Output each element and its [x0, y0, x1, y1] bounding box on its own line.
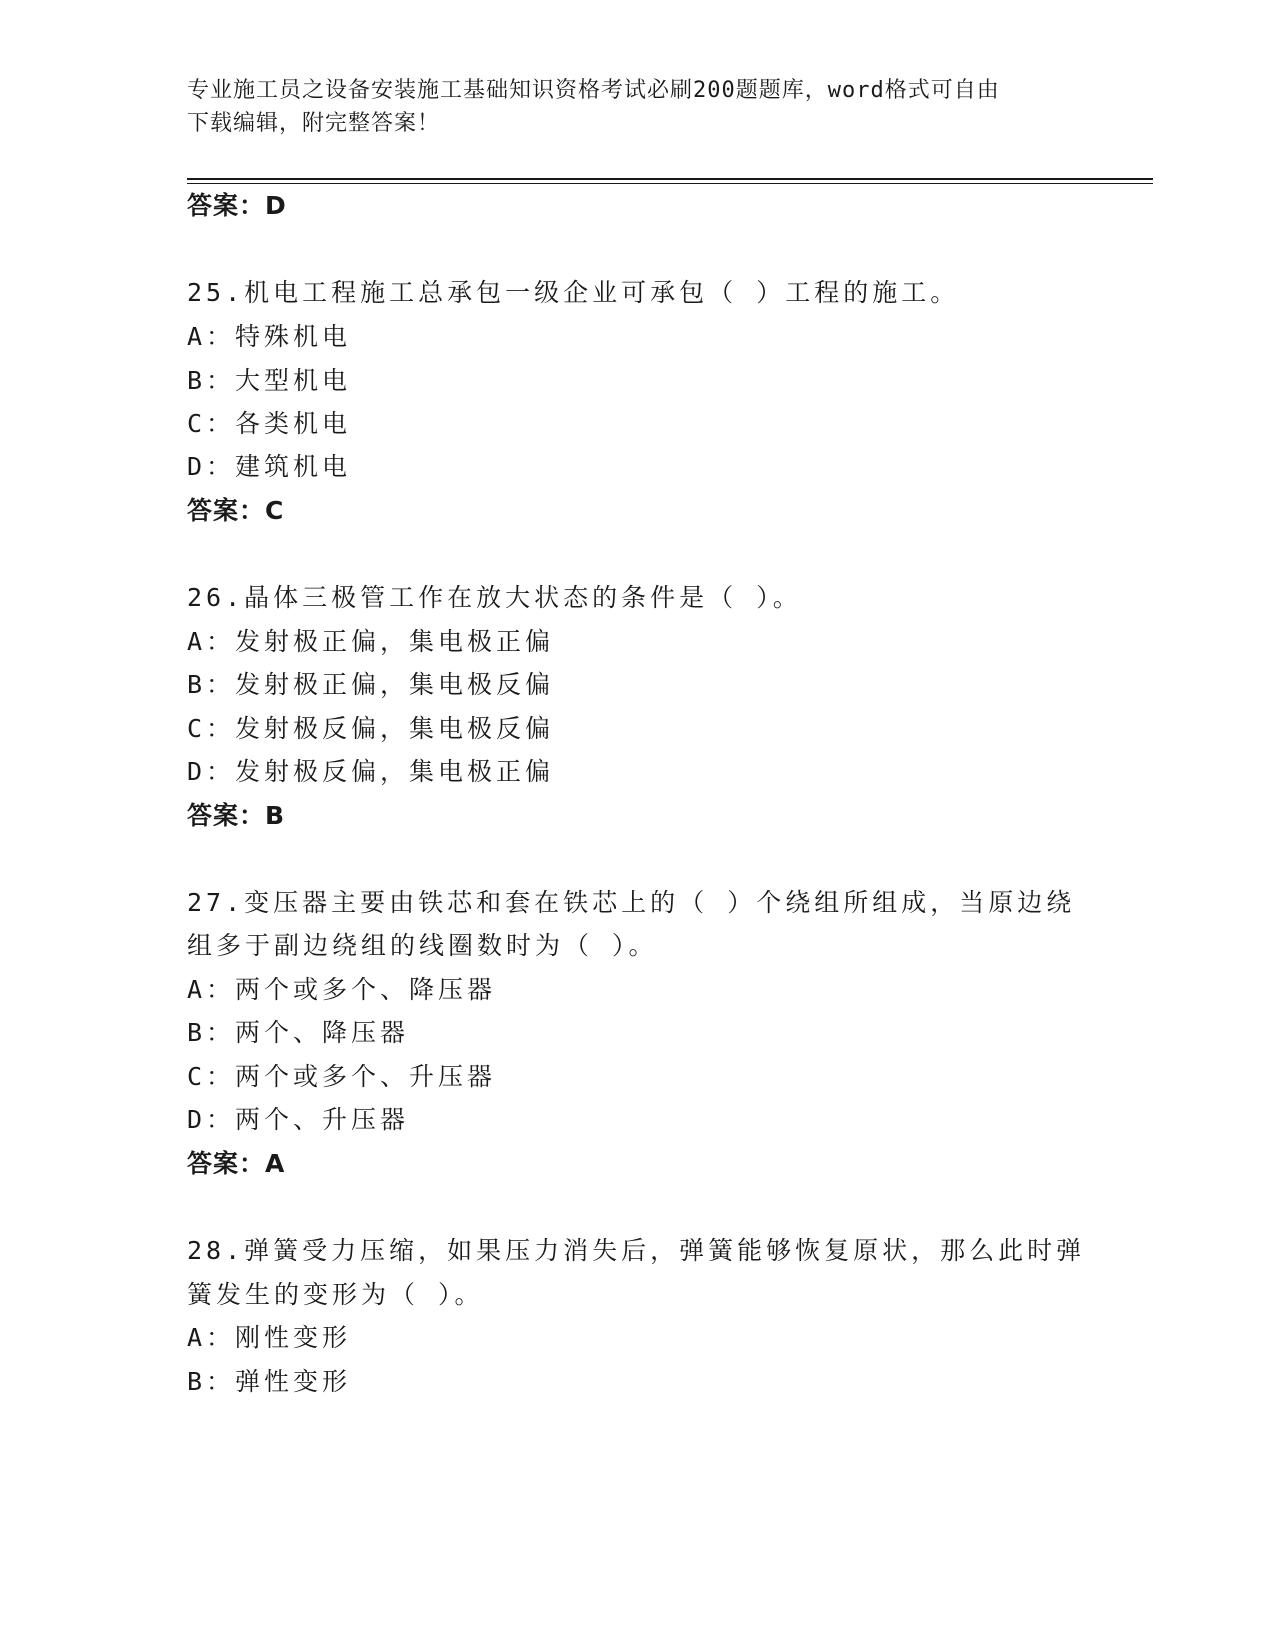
q26-option-b: B：发射极正偏，集电极反偏	[187, 670, 555, 699]
q26-option-c: C：发射极反偏，集电极反偏	[187, 714, 555, 743]
q28-option-a: A：刚性变形	[187, 1323, 352, 1352]
q27-option-a: A：两个或多个、降压器	[187, 975, 497, 1004]
q25-answer: 答案：C	[187, 496, 285, 525]
q27-option-d: D：两个、升压器	[187, 1105, 410, 1134]
q25-option-c: C：各类机电	[187, 409, 352, 438]
q27-answer: 答案：A	[187, 1149, 286, 1178]
q26-answer: 答案：B	[187, 801, 286, 830]
header-line-1: 专业施工员之设备安装施工基础知识资格考试必刷200题题库，word格式可自由	[187, 78, 1000, 103]
q27-stem-line-1: 27.变压器主要由铁芯和套在铁芯上的（ ）个绕组所组成，当原边绕	[187, 888, 1076, 917]
q25-option-a: A：特殊机电	[187, 322, 352, 351]
page-header	[187, 74, 1067, 140]
header-line-2: 下载编辑，附完整答案！	[187, 111, 441, 136]
answer-prev: 答案：D	[187, 191, 287, 220]
q28-stem-line-2: 簧发生的变形为（ ）。	[187, 1280, 484, 1309]
q25-option-d: D：建筑机电	[187, 452, 352, 481]
q26-stem: 26.晶体三极管工作在放大状态的条件是（ ）。	[187, 583, 802, 612]
q26-option-a: A：发射极正偏，集电极正偏	[187, 627, 555, 656]
header-rule-thin	[187, 183, 1153, 184]
q28-stem-line-1: 28.弹簧受力压缩，如果压力消失后，弹簧能够恢复原状，那么此时弹	[187, 1236, 1086, 1265]
q25-option-b: B：大型机电	[187, 366, 352, 395]
q26-option-d: D：发射极反偏，集电极正偏	[187, 757, 555, 786]
q27-option-c: C：两个或多个、升压器	[187, 1062, 497, 1091]
header-rule-thick	[187, 178, 1153, 180]
q25-stem: 25.机电工程施工总承包一级企业可承包（ ）工程的施工。	[187, 278, 960, 307]
q27-option-b: B：两个、降压器	[187, 1018, 410, 1047]
q28-option-b: B：弹性变形	[187, 1367, 352, 1396]
q27-stem-line-2: 组多于副边绕组的线圈数时为（ ）。	[187, 931, 658, 960]
